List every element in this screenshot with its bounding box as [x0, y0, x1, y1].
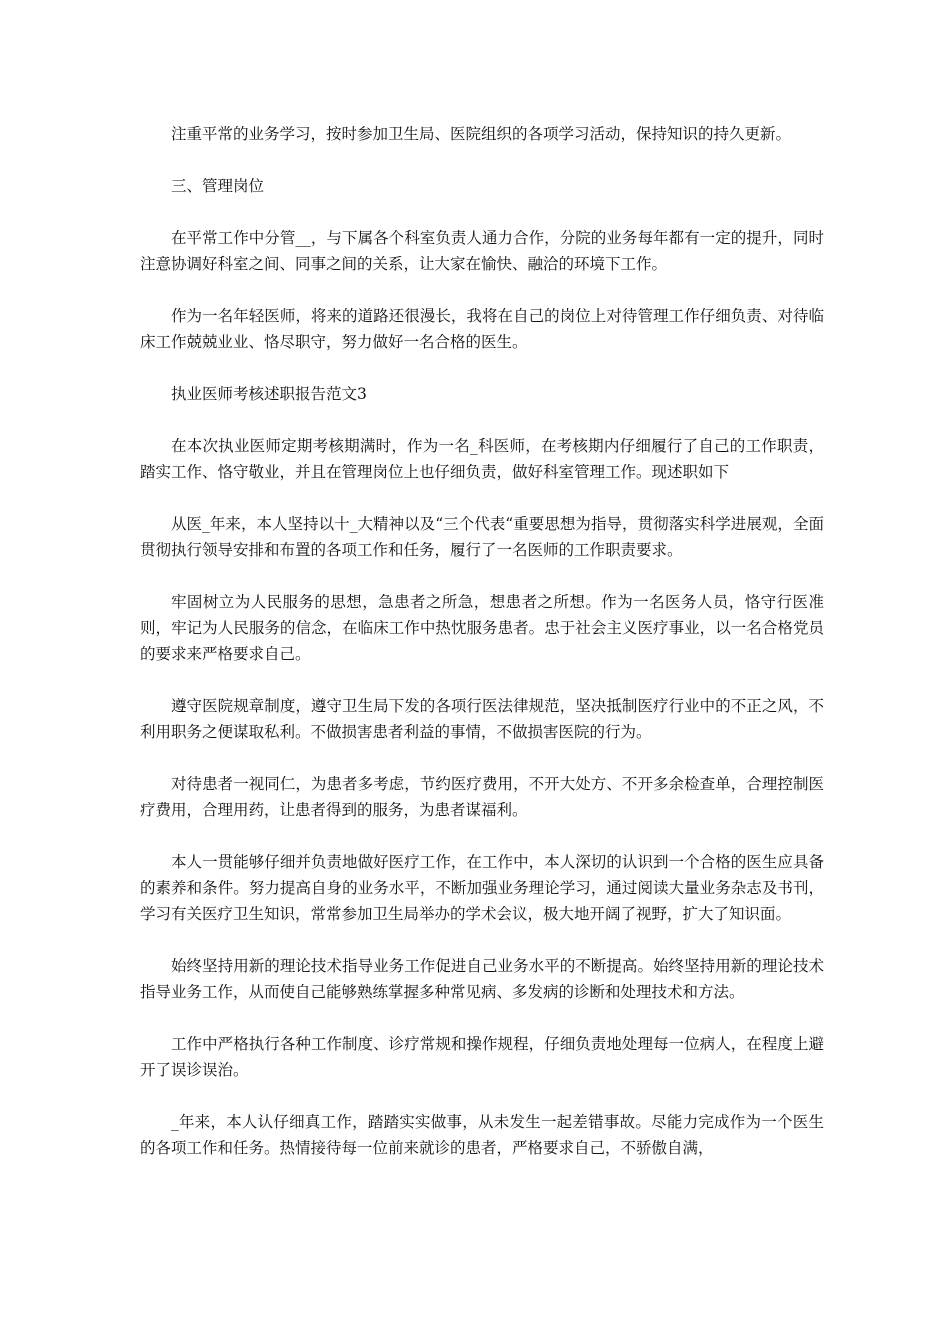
- paragraph: 对待患者一视同仁，为患者多考虑，节约医疗费用，不开大处方、不开多余检查单，合理控制医疗费用，合理用药，让患者得到的服务，为患者谋福利。: [140, 775, 824, 819]
- paragraph: 遵守医院规章制度，遵守卫生局下发的各项行医法律规范，坚决抵制医疗行业中的不正之风，不利用职务之便谋取私利。不做损害患者利益的事情，不做损害医院的行为。: [140, 697, 824, 741]
- paragraph: 本人一贯能够仔细并负责地做好医疗工作，在工作中，本人深切的认识到一个合格的医生应具备的素养和条件。努力提高自身的业务水平，不断加强业务理论学习，通过阅读大量业务杂志及书刊，学习有关医疗卫生知识，常常参加卫生局举办的学术会议，极大地开阔了视野，扩大了知识面。: [140, 853, 824, 923]
- paragraph: 始终坚持用新的理论技术指导业务工作促进自己业务水平的不断提高。始终坚持用新的理论技术指导业务工作，从而使自己能够熟练掌握多种常见病、多发病的诊断和处理技术和方法。: [140, 957, 824, 1001]
- paragraph: 注重平常的业务学习，按时参加卫生局、医院组织的各项学习活动，保持知识的持久更新。: [171, 125, 792, 143]
- paragraph: 在本次执业医师定期考核期满时，作为一名_科医师，在考核期内仔细履行了自己的工作职责，踏实工作、恪守敬业，并且在管理岗位上也仔细负责，做好科室管理工作。现述职如下: [140, 437, 824, 481]
- paragraph: 牢固树立为人民服务的思想，急患者之所急，想患者之所想。作为一名医务人员，恪守行医准则，牢记为人民服务的信念，在临床工作中热忱服务患者。忠于社会主义医疗事业，以一名合格党员的要求来严格要求自己。: [140, 593, 824, 663]
- article-title: 执业医师考核述职报告范文3: [171, 385, 367, 403]
- paragraph: 工作中严格执行各种工作制度、诊疗常规和操作规程，仔细负责地处理每一位病人，在程度上避开了误诊误治。: [140, 1035, 824, 1079]
- paragraph: 在平常工作中分管__，与下属各个科室负责人通力合作，分院的业务每年都有一定的提升，同时注意协调好科室之间、同事之间的关系，让大家在愉快、融洽的环境下工作。: [140, 229, 824, 273]
- paragraph: _年来，本人认仔细真工作，踏踏实实做事，从未发生一起差错事故。尽能力完成作为一个医生的各项工作和任务。热情接待每一位前来就诊的患者，严格要求自己，不骄傲自满，: [140, 1113, 824, 1157]
- document-page: [140, 121, 824, 1187]
- section-heading: 三、管理岗位: [171, 177, 265, 195]
- paragraph: 作为一名年轻医师，将来的道路还很漫长，我将在自己的岗位上对待管理工作仔细负责、对待临床工作兢兢业业、恪尽职守，努力做好一名合格的医生。: [140, 307, 824, 351]
- paragraph: 从医_年来，本人坚持以十_大精神以及“三个代表“重要思想为指导，贯彻落实科学进展观，全面贯彻执行领导安排和布置的各项工作和任务，履行了一名医师的工作职责要求。: [140, 515, 824, 559]
